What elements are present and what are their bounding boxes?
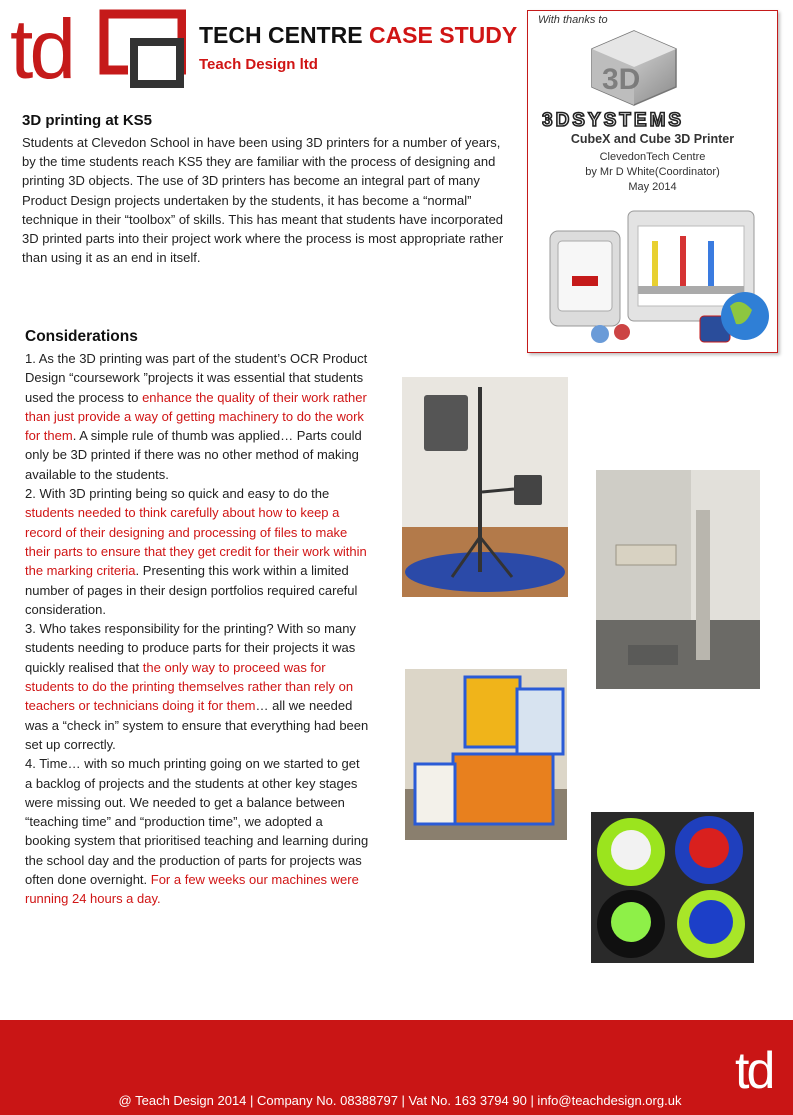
- text-span: . A simple rule of thumb was applied… Parts could only be 3D printed if there was no other method of making available to the students.: [25, 428, 362, 482]
- svg-text:3D: 3D: [602, 63, 641, 96]
- title-main: TECH CENTRE: [199, 22, 363, 48]
- text-span: . Presenting this work within a limited number of pages in their design portfolios required careful consideration.: [25, 563, 358, 617]
- highlight-span: For a few weeks our machines were running 24 hours a day.: [25, 872, 359, 907]
- sponsor-box: [527, 10, 778, 353]
- text-span: … all we needed was a “check in” system to ensure that everything had been set up correctly.: [25, 698, 369, 752]
- 3d-cube-logo: [586, 27, 682, 109]
- page-subtitle: Teach Design ltd: [199, 56, 318, 73]
- footer-text: @ Teach Design 2014 | Company No. 08388797 | Vat No. 163 3794 90 | info@teachdesign.org.uk: [118, 1093, 682, 1108]
- printer-name: CubeX and Cube 3D Printer: [570, 132, 735, 146]
- td-logo-icon: [10, 8, 186, 88]
- highlight-span: students needed to think carefully about how to keep a record of their designing and processing of files to make their parts to ensure that they get credit for their work within the marking criteria: [25, 505, 367, 579]
- coordinator: by Mr D White(Coordinator): [585, 166, 720, 178]
- text-span: 1. As the 3D printing was part of the student’s OCR Product Design “coursework ”projects it was essential that students used the process to: [25, 351, 368, 405]
- td-logo: [10, 8, 186, 88]
- photo-display-cube: [405, 669, 567, 840]
- title-accent: CASE STUDY: [368, 22, 518, 48]
- consideration-item-1: [25, 349, 369, 484]
- text-span: 3. Who takes responsibility for the printing? With so many students needing to produce parts for their projects it was quickly realised that: [25, 621, 356, 675]
- photo-stand-project: [402, 377, 568, 597]
- footer: [0, 1020, 793, 1115]
- intro-heading: 3D printing at KS5: [22, 112, 153, 129]
- td-mark-icon: [735, 1043, 787, 1093]
- svg-text:td: td: [10, 8, 73, 88]
- thanks-label: With thanks to: [538, 14, 608, 26]
- highlight-span: enhance the quality of their work rather than just provide a way of getting machinery to do the work for them: [25, 389, 367, 444]
- text-span: 4. Time… with so much printing going on we started to get a backlog of projects and the students at other key stages were missing out. We needed to get a balance between “teaching time” and “production time”, we adopted a booking system that prioritised teaching and learning during the school day and the production of parts for projects was often done overnight.: [25, 756, 369, 888]
- consideration-item-4: [25, 754, 369, 908]
- considerations-list: [25, 349, 369, 909]
- highlight-span: the only way to proceed was for students to do the printing themselves rather than rely on teachers or technicians doing it for them: [25, 659, 354, 714]
- consideration-item-2: [25, 484, 369, 619]
- brand-text: 3DSYSTEMS: [542, 110, 685, 130]
- centre-name: ClevedonTech Centre: [599, 151, 706, 163]
- consideration-item-3: [25, 619, 369, 754]
- photo-printed-heads: [591, 812, 754, 963]
- brand-logo: [542, 108, 768, 130]
- intro-paragraph: Students at Clevedon School in have been using 3D printers for a number of years, by the time students reach KS5 they are familiar with the process of designing and printing 3D objects. The use of 3D printers has become an integral part of many Product Design projects undertaken by the students, it has become a “normal” technique in their “toolbox” of skills. This has meant that students have incorporated 3D printed parts into their project work where the process is most appropriate rather than using it as an end in itself.: [22, 135, 504, 266]
- printers-photo: [540, 206, 772, 352]
- photo-clamp-bracket: [596, 470, 760, 689]
- text-span: 2. With 3D printing being so quick and easy to do the: [25, 486, 330, 502]
- date: May 2014: [628, 181, 677, 193]
- page-title: [199, 22, 517, 49]
- svg-text:td: td: [735, 1043, 773, 1093]
- considerations-heading: Considerations: [25, 328, 138, 345]
